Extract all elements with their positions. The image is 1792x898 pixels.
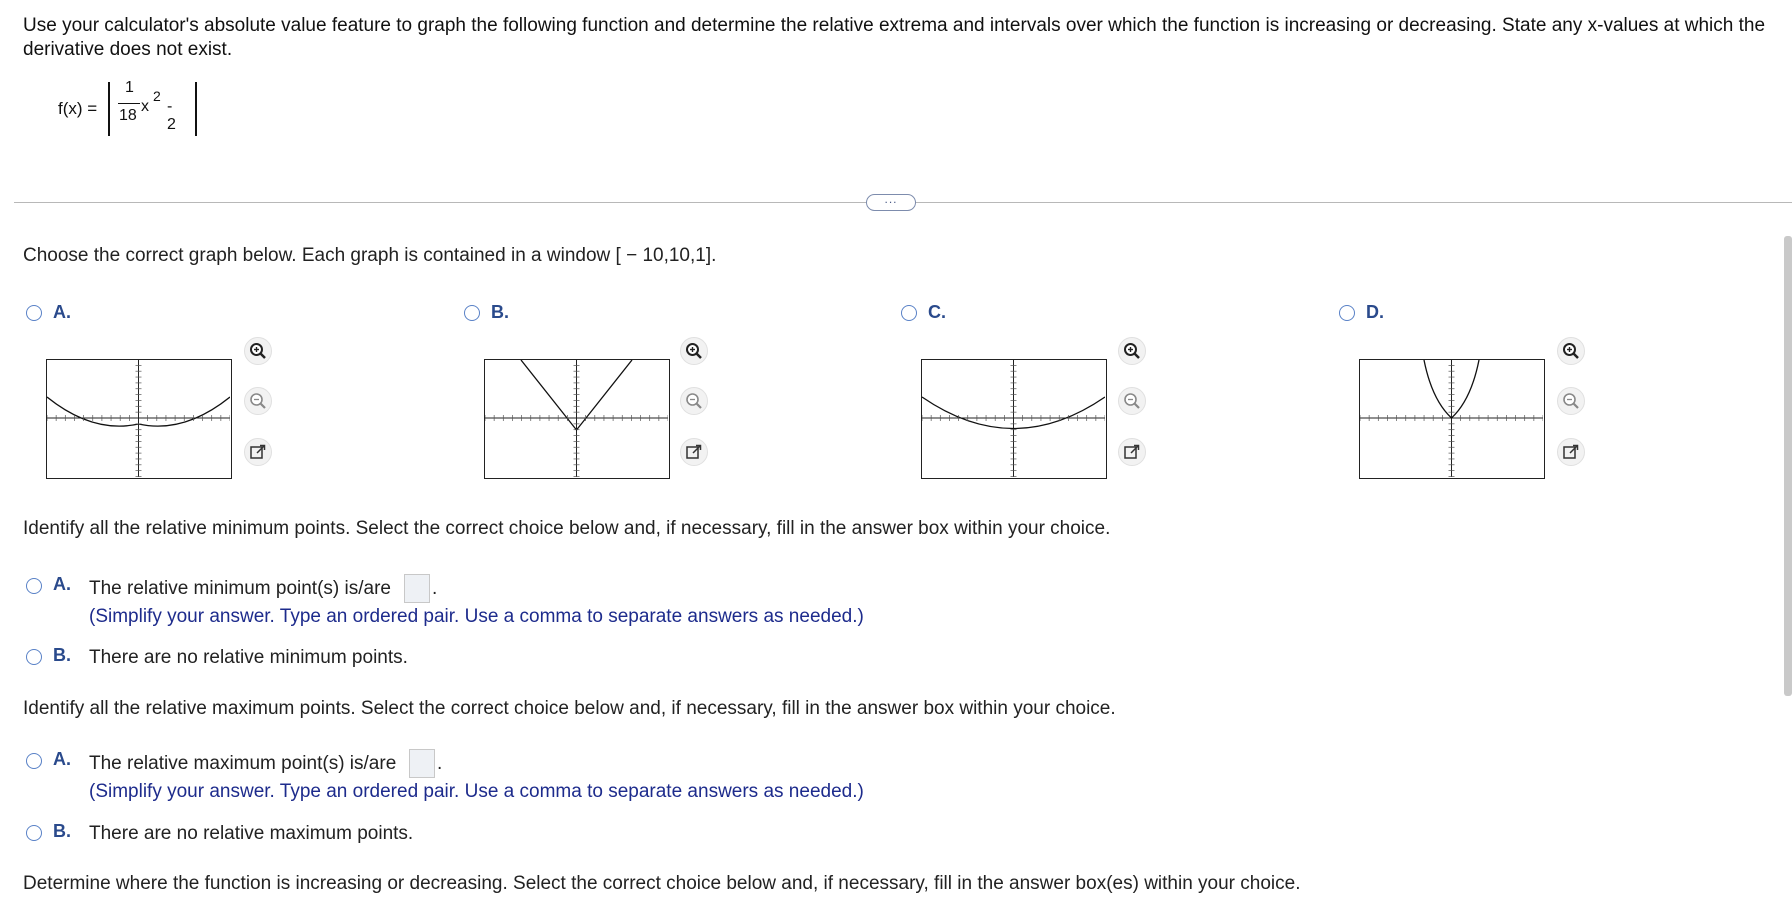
max-option-b-radio[interactable] <box>26 825 42 841</box>
min-answer-box[interactable] <box>404 574 430 603</box>
zoom-in-icon <box>685 342 703 360</box>
zoom-out-icon <box>1123 392 1141 410</box>
zoom-in-icon <box>1123 342 1141 360</box>
max-option-b-text: There are no relative maximum points. <box>89 823 414 844</box>
constant-term: - 2 <box>167 98 176 133</box>
min-option-a-text: The relative minimum point(s) is/are <box>89 578 391 599</box>
abs-bar-right <box>195 82 197 136</box>
external-link-icon <box>685 443 703 461</box>
graph-option-c-radio[interactable] <box>901 305 917 321</box>
open-graph-b-button[interactable] <box>680 438 708 466</box>
max-option-a-radio[interactable] <box>26 753 42 769</box>
graph-prompt: Choose the correct graph below. Each graph is contained in a window [ − 10,10,1]. <box>23 245 717 266</box>
max-option-a-hint: (Simplify your answer. Type an ordered pair. Use a comma to separate answers as needed.) <box>89 781 864 802</box>
graph-option-a-letter: A. <box>53 302 71 322</box>
max-answer-box[interactable] <box>409 749 435 778</box>
zoom-out-d-button[interactable] <box>1557 387 1585 415</box>
exponent: 2 <box>153 88 161 104</box>
graph-option-c-letter: C. <box>928 302 946 322</box>
min-option-b-letter: B. <box>53 645 71 665</box>
min-option-a-letter: A. <box>53 574 71 594</box>
zoom-in-d-button[interactable] <box>1557 337 1585 365</box>
zoom-in-icon <box>1562 342 1580 360</box>
max-prompt: Identify all the relative maximum points. Select the correct choice below and, if necessary, fill in the answer box within your choice. <box>23 698 1116 719</box>
open-graph-d-button[interactable] <box>1557 438 1585 466</box>
max-option-a-text: The relative maximum point(s) is/are <box>89 753 397 774</box>
min-answer-period: . <box>432 578 438 599</box>
zoom-in-c-button[interactable] <box>1118 337 1146 365</box>
more-button[interactable]: ... <box>866 194 916 211</box>
zoom-in-b-button[interactable] <box>680 337 708 365</box>
graph-option-d <box>1359 359 1545 479</box>
max-answer-period: . <box>437 753 443 774</box>
max-option-a-letter: A. <box>53 749 71 769</box>
min-option-a-hint: (Simplify your answer. Type an ordered pair. Use a comma to separate answers as needed.) <box>89 606 864 627</box>
function-label: f(x) = <box>58 99 98 118</box>
fraction-line <box>118 103 140 104</box>
abs-bar-left <box>108 82 110 136</box>
fraction-numerator: 1 <box>125 79 134 96</box>
graph-option-a-radio[interactable] <box>26 305 42 321</box>
fraction-denominator: 18 <box>119 107 137 124</box>
zoom-out-icon <box>249 392 267 410</box>
graph-option-b-letter: B. <box>491 302 509 322</box>
zoom-out-a-button[interactable] <box>244 387 272 415</box>
zoom-out-c-button[interactable] <box>1118 387 1146 415</box>
question-text: Use your calculator's absolute value feature to graph the following function and determine the relative extrema and intervals over which the function is increasing or decreasing. State any x-values at which the derivative does not exist. <box>23 15 1766 60</box>
zoom-out-b-button[interactable] <box>680 387 708 415</box>
variable-x: x <box>141 98 149 115</box>
graph-option-d-letter: D. <box>1366 302 1384 322</box>
graph-option-a <box>46 359 232 479</box>
max-option-b-letter: B. <box>53 821 71 841</box>
external-link-icon <box>1123 443 1141 461</box>
zoom-in-icon <box>249 342 267 360</box>
external-link-icon <box>1562 443 1580 461</box>
external-link-icon <box>249 443 267 461</box>
graph-option-c <box>921 359 1107 479</box>
zoom-in-a-button[interactable] <box>244 337 272 365</box>
zoom-out-icon <box>1562 392 1580 410</box>
min-option-b-text: There are no relative minimum points. <box>89 647 408 668</box>
graph-option-b-radio[interactable] <box>464 305 480 321</box>
graph-option-b <box>484 359 670 479</box>
scrollbar-thumb[interactable] <box>1784 236 1792 696</box>
min-option-b-radio[interactable] <box>26 649 42 665</box>
min-prompt: Identify all the relative minimum points. Select the correct choice below and, if necessary, fill in the answer box within your choice. <box>23 518 1111 539</box>
inc-dec-prompt: Determine where the function is increasing or decreasing. Select the correct choice below and, if necessary, fill in the answer box(es) within your choice. <box>23 873 1301 894</box>
open-graph-c-button[interactable] <box>1118 438 1146 466</box>
open-graph-a-button[interactable] <box>244 438 272 466</box>
min-option-a-radio[interactable] <box>26 578 42 594</box>
graph-option-d-radio[interactable] <box>1339 305 1355 321</box>
zoom-out-icon <box>685 392 703 410</box>
